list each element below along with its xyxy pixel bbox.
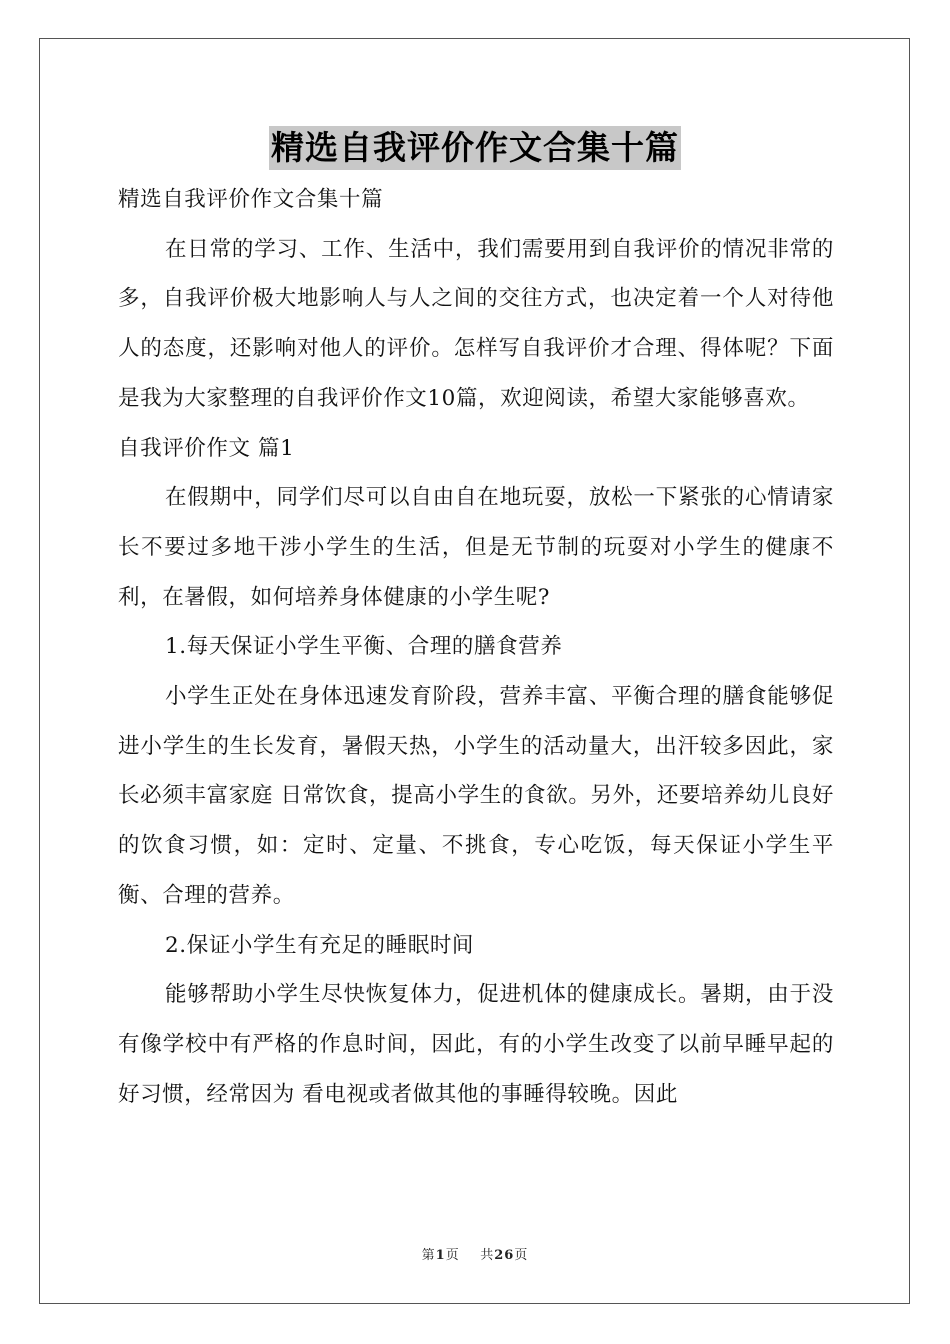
document-body (118, 175, 834, 1119)
total-prefix: 共 (480, 1248, 495, 1263)
paragraph: 精选自我评价作文合集十篇 (118, 187, 384, 212)
paragraph: 在假期中，同学们尽可以自由自在地玩耍，放松一下紧张的心情请家长不要过多地干涉小学生的生活，但是无节制的玩耍对小学生的健康不利，在暑假，如何培养身体健康的小学生呢? (118, 485, 834, 610)
page-footer (0, 1244, 950, 1263)
total-page-count: 26 (494, 1248, 515, 1263)
title-container (0, 126, 950, 170)
paragraph: 在日常的学习、工作、生活中，我们需要用到自我评价的情况非常的多，自我评价极大地影响人与人之间的交往方式，也决定着一个人对待他人的态度，还影响对他人的评价。怎样写自我评价才合理、得体呢？下面是我为大家整理的自我评价作文10篇，欢迎阅读，希望大家能够喜欢。 (118, 236, 834, 411)
paragraph: 小学生正处在身体迅速发育阶段，营养丰富、平衡合理的膳食能够促进小学生的生长发育，暑假天热，小学生的活动量大，出汗较多因此，家长必须丰富家庭 日常饮食，提高小学生的食欲。另外，还要培养幼儿良好的饮食习惯，如：定时、定量、不挑食，专心吃饭，每天保证小学生平衡、合理的营养。 (118, 684, 834, 908)
list-item-heading: 1.每天保证小学生平衡、合理的膳食营养 (165, 634, 563, 660)
list-item-heading: 2.保证小学生有充足的睡眠时间 (165, 932, 475, 958)
document-title: 精选自我评价作文合集十篇 (269, 126, 681, 170)
section-heading: 自我评价作文 篇1 (118, 435, 295, 461)
current-page-number: 1 (435, 1248, 446, 1263)
page-suffix: 页 (445, 1248, 460, 1263)
page-prefix: 第 (421, 1248, 436, 1263)
total-suffix: 页 (514, 1248, 529, 1263)
paragraph: 能够帮助小学生尽快恢复体力，促进机体的健康成长。暑期，由于没有像学校中有严格的作息时间，因此，有的小学生改变了以前早睡早起的好习惯，经常因为 看电视或者做其他的事睡得较晚。因此 (118, 982, 834, 1107)
